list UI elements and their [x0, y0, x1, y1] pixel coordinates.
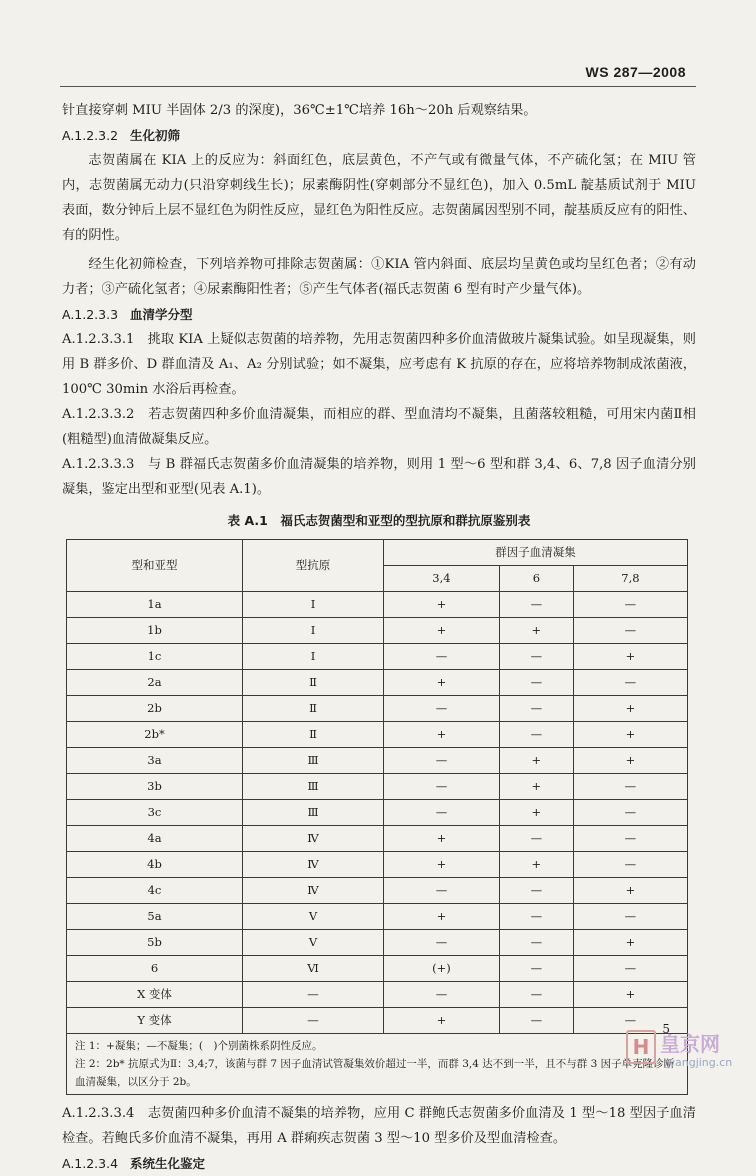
cell-group-6: —	[499, 644, 573, 670]
cell-group-6: —	[499, 592, 573, 618]
cell-group-78: —	[573, 956, 687, 982]
cell-group-34: +	[384, 722, 500, 748]
table-row	[67, 644, 688, 670]
table-row	[67, 670, 688, 696]
cell-group-6: +	[499, 748, 573, 774]
cell-antigen: Ⅱ	[243, 670, 384, 696]
cell-group-6: —	[499, 930, 573, 956]
cell-group-78: —	[573, 826, 687, 852]
cell-group-6: —	[499, 878, 573, 904]
section-heading	[62, 1151, 696, 1176]
cell-antigen: —	[243, 982, 384, 1008]
table-row	[67, 852, 688, 878]
table-row	[67, 982, 688, 1008]
cell-group-78: —	[573, 904, 687, 930]
paragraph: A.1.2.3.3.1 挑取 KIA 上疑似志贺菌的培养物，先用志贺菌四种多价血清做玻片凝集试验。如呈现凝集，则用 B 群多价、D 群血清及 A₁、A₂ 分别试验；如不凝集，应考虑有 K 抗原的存在，应将培养物制成浓菌液，100℃ 30min 水浴后再检查。	[62, 332, 696, 397]
paragraph: 经生化初筛检查，下列培养物可排除志贺菌属：①KIA 管内斜面、底层均呈黄色或均呈红色者；②有动力者；③产硫化氢者；④尿素酶阳性者；⑤产生气体者(福氏志贺菌 6 型有时产少量气体)。	[62, 257, 696, 297]
cell-group-78: +	[573, 930, 687, 956]
cell-antigen: Ⅵ	[243, 956, 384, 982]
serotype-table	[66, 539, 688, 1095]
cell-antigen: Ⅰ	[243, 644, 384, 670]
cell-antigen: Ⅳ	[243, 852, 384, 878]
note-2: 注 2：2b* 抗原式为Ⅱ：3,4;7，该菌与群 7 因子血清试管凝集效价超过一半，而群 3,4 达不到一半，且不与群 3 因子单克隆诊断血清凝集，以区分于 2b。	[75, 1058, 675, 1088]
cell-group-34: —	[384, 878, 500, 904]
document-body	[62, 98, 696, 1176]
cell-group-6: —	[499, 982, 573, 1008]
table-row	[67, 904, 688, 930]
watermark	[626, 1026, 742, 1076]
cell-type: 1b	[67, 618, 243, 644]
cell-group-34: +	[384, 592, 500, 618]
cell-group-78: —	[573, 800, 687, 826]
paragraph: A.1.2.3.3.3 与 B 群福氏志贺菌多价血清凝集的培养物，则用 1 型～6 型和群 3,4、6、7,8 因子血清分别凝集，鉴定出型和亚型(见表 A.1)。	[62, 457, 696, 497]
cell-antigen: Ⅲ	[243, 748, 384, 774]
cell-type: 4c	[67, 878, 243, 904]
cell-group-34: —	[384, 930, 500, 956]
section-number: A.1.2.3.4	[62, 1156, 119, 1171]
cell-type: 5b	[67, 930, 243, 956]
table-row	[67, 696, 688, 722]
cell-group-78: —	[573, 592, 687, 618]
cell-antigen: Ⅲ	[243, 774, 384, 800]
section-heading	[62, 123, 696, 148]
cell-antigen: Ⅱ	[243, 722, 384, 748]
cell-group-78: —	[573, 852, 687, 878]
cell-type: 3a	[67, 748, 243, 774]
table-row	[67, 878, 688, 904]
table-row	[67, 722, 688, 748]
cell-antigen: Ⅰ	[243, 618, 384, 644]
table-row	[67, 774, 688, 800]
section-number: A.1.2.3.2	[62, 128, 119, 143]
table-note	[67, 1034, 688, 1095]
section-number: A.1.2.3.3	[62, 307, 119, 322]
section-heading	[62, 302, 696, 327]
table-row	[67, 748, 688, 774]
standard-code: WS 287—2008	[585, 64, 686, 80]
cell-type: Y 变体	[67, 1008, 243, 1034]
cell-group-34: +	[384, 618, 500, 644]
table-row	[67, 930, 688, 956]
cell-antigen: Ⅲ	[243, 800, 384, 826]
table-row	[67, 592, 688, 618]
cell-group-78: +	[573, 748, 687, 774]
cell-type: 6	[67, 956, 243, 982]
cell-group-78: —	[573, 670, 687, 696]
paragraph: A.1.2.3.3.2 若志贺菌四种多价血清凝集，而相应的群、型血清均不凝集，且菌落较粗糙，可用宋内菌Ⅱ相(粗糙型)血清做凝集反应。	[62, 407, 696, 447]
watermark-text: 皇京网	[660, 1032, 720, 1056]
cell-antigen: Ⅰ	[243, 592, 384, 618]
table-row	[67, 800, 688, 826]
cell-group-6: —	[499, 904, 573, 930]
cell-group-78: +	[573, 644, 687, 670]
cell-group-6: +	[499, 618, 573, 644]
cell-group-34: +	[384, 826, 500, 852]
cell-group-34: —	[384, 644, 500, 670]
cell-group-78: —	[573, 1008, 687, 1034]
cell-group-78: +	[573, 722, 687, 748]
table-title: 表 A.1 福氏志贺菌型和亚型的型抗原和群抗原鉴别表	[227, 513, 531, 528]
cell-group-34: (+)	[384, 956, 500, 982]
cell-antigen: Ⅳ	[243, 878, 384, 904]
cell-antigen: Ⅱ	[243, 696, 384, 722]
cell-type: 3b	[67, 774, 243, 800]
cell-type: 1a	[67, 592, 243, 618]
header-sub-col: 6	[499, 566, 573, 592]
header-sub-col: 3,4	[384, 566, 500, 592]
section-title: 生化初筛	[130, 128, 181, 143]
cell-group-34: +	[384, 670, 500, 696]
cell-type: 2b*	[67, 722, 243, 748]
cell-type: 2a	[67, 670, 243, 696]
header-sub-col: 7,8	[573, 566, 687, 592]
header-group: 群因子血清凝集	[384, 540, 688, 566]
cell-group-6: +	[499, 800, 573, 826]
cell-type: 4a	[67, 826, 243, 852]
cell-antigen: Ⅴ	[243, 930, 384, 956]
page-number: 5	[662, 1022, 670, 1036]
section-title: 系统生化鉴定	[130, 1156, 206, 1171]
paragraph: A.1.2.3.3.4 志贺菌四种多价血清不凝集的培养物，应用 C 群鲍氏志贺菌多价血清及 1 型～18 型因子血清检查。若鲍氏多价血清不凝集，再用 A 群痢疾志贺菌 3 型～10 型多价及型血清检查。	[62, 1106, 696, 1146]
table-row	[67, 826, 688, 852]
section-title: 血清学分型	[130, 307, 193, 322]
cell-group-6: —	[499, 956, 573, 982]
header-antigen: 型抗原	[243, 540, 384, 592]
cell-group-78: +	[573, 982, 687, 1008]
table-row	[67, 618, 688, 644]
cell-group-34: +	[384, 1008, 500, 1034]
cell-group-6: —	[499, 826, 573, 852]
cell-group-34: —	[384, 748, 500, 774]
cell-group-6: +	[499, 774, 573, 800]
cell-group-6: —	[499, 670, 573, 696]
cell-type: 4b	[67, 852, 243, 878]
cell-antigen: —	[243, 1008, 384, 1034]
cell-antigen: Ⅳ	[243, 826, 384, 852]
cell-group-34: +	[384, 904, 500, 930]
cell-type: 1c	[67, 644, 243, 670]
cell-group-6: —	[499, 722, 573, 748]
cell-antigen: Ⅴ	[243, 904, 384, 930]
cell-group-78: —	[573, 774, 687, 800]
cell-group-78: +	[573, 878, 687, 904]
note-1: 注 1：+凝集；—不凝集；( )个别菌株系阴性反应。	[75, 1040, 323, 1052]
cell-group-78: +	[573, 696, 687, 722]
cell-type: 3c	[67, 800, 243, 826]
cell-group-6: +	[499, 852, 573, 878]
cell-group-34: —	[384, 696, 500, 722]
cell-group-34: —	[384, 800, 500, 826]
table-row	[67, 1008, 688, 1034]
paragraph: 志贺菌属在 KIA 上的反应为：斜面红色，底层黄色，不产气或有微量气体，不产硫化氢；在 MIU 管内，志贺菌属无动力(只沿穿刺线生长)；尿素酶阴性(穿刺部分不显红色)，加入 0.5mL 靛基质试剂于 MIU 表面，数分钟后上层不显红色为阴性反应，显红色为阳性反应。志贺菌属因型别不同，靛基质反应有的阳性、有的阴性。	[62, 153, 696, 243]
cell-type: X 变体	[67, 982, 243, 1008]
table-row	[67, 956, 688, 982]
cell-group-78: —	[573, 618, 687, 644]
cell-type: 5a	[67, 904, 243, 930]
header-divider	[60, 86, 696, 87]
cell-group-34: —	[384, 982, 500, 1008]
header-type: 型和亚型	[67, 540, 243, 592]
cell-type: 2b	[67, 696, 243, 722]
watermark-logo-icon: H	[626, 1030, 656, 1064]
cell-group-34: +	[384, 852, 500, 878]
paragraph: 针直接穿刺 MIU 半固体 2/3 的深度)，36℃±1℃培养 16h～20h 后观察结果。	[62, 103, 537, 118]
cell-group-6: —	[499, 1008, 573, 1034]
cell-group-6: —	[499, 696, 573, 722]
watermark-url: wangjing.cn	[666, 1056, 733, 1069]
cell-group-34: —	[384, 774, 500, 800]
